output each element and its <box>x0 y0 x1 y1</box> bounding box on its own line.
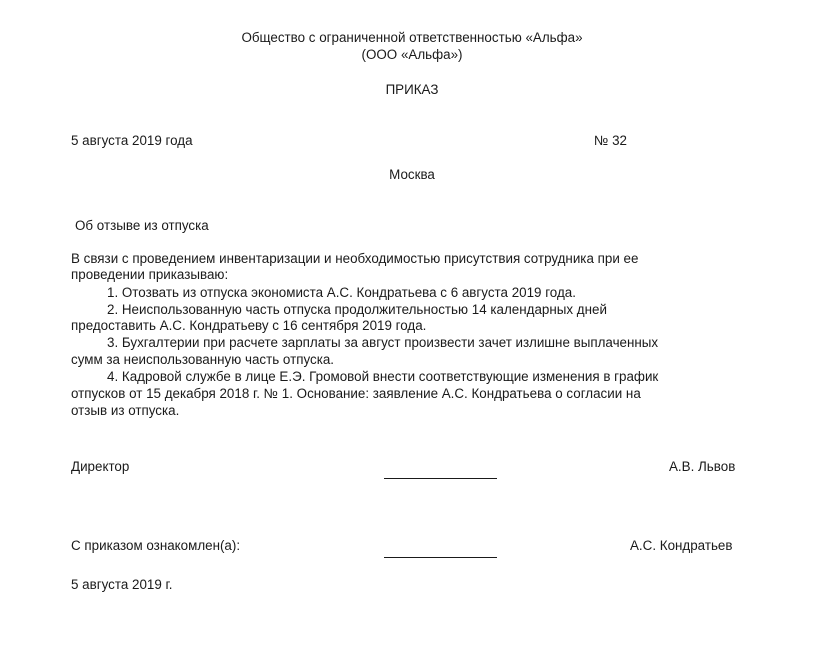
order-item-3-cont: сумм за неиспользованную часть отпуска. <box>71 352 335 367</box>
organization-full-name: Общество с ограниченной ответственностью «Альфа» <box>241 30 583 45</box>
director-title: Директор <box>71 459 130 474</box>
order-item-3: 3. Бухгалтерии при расчете зарплаты за август произвести зачет излишне выплаченных <box>107 335 659 350</box>
document-date: 5 августа 2019 года <box>71 133 193 148</box>
order-item-2-cont: предоставить А.С. Кондратьеву с 16 сентября 2019 года. <box>71 318 427 333</box>
document-title: ПРИКАЗ <box>385 82 439 97</box>
acknowledged-label: С приказом ознакомлен(а): <box>71 538 241 553</box>
order-item-2: 2. Неиспользованную часть отпуска продолжительностью 14 календарных дней <box>107 302 607 317</box>
order-item-4: 4. Кадровой службе в лице Е.Э. Громовой внести соответствующие изменения в график <box>107 369 659 384</box>
intro-line: проведении приказываю: <box>71 267 229 282</box>
director-signature-line <box>384 478 497 479</box>
document-number: № 32 <box>594 133 627 148</box>
organization-short-name: (ООО «Альфа») <box>361 47 463 62</box>
document-subject: Об отзыве из отпуска <box>75 218 209 233</box>
employee-signature-line <box>384 557 497 558</box>
order-item-4-cont: отпусков от 15 декабря 2018 г. № 1. Основание: заявление А.С. Кондратьева о согласии на <box>71 386 641 401</box>
intro-line: В связи с проведением инвентаризации и необходимостью присутствия сотрудника при ее <box>71 251 639 266</box>
acknowledged-date: 5 августа 2019 г. <box>71 577 173 592</box>
document-city: Москва <box>389 167 435 182</box>
director-name: А.В. Львов <box>669 459 736 474</box>
order-item-4-cont: отзыв из отпуска. <box>71 403 180 418</box>
order-item-1: 1. Отозвать из отпуска экономиста А.С. Кондратьева с 6 августа 2019 года. <box>107 285 576 300</box>
employee-name: А.С. Кондратьев <box>630 538 733 553</box>
